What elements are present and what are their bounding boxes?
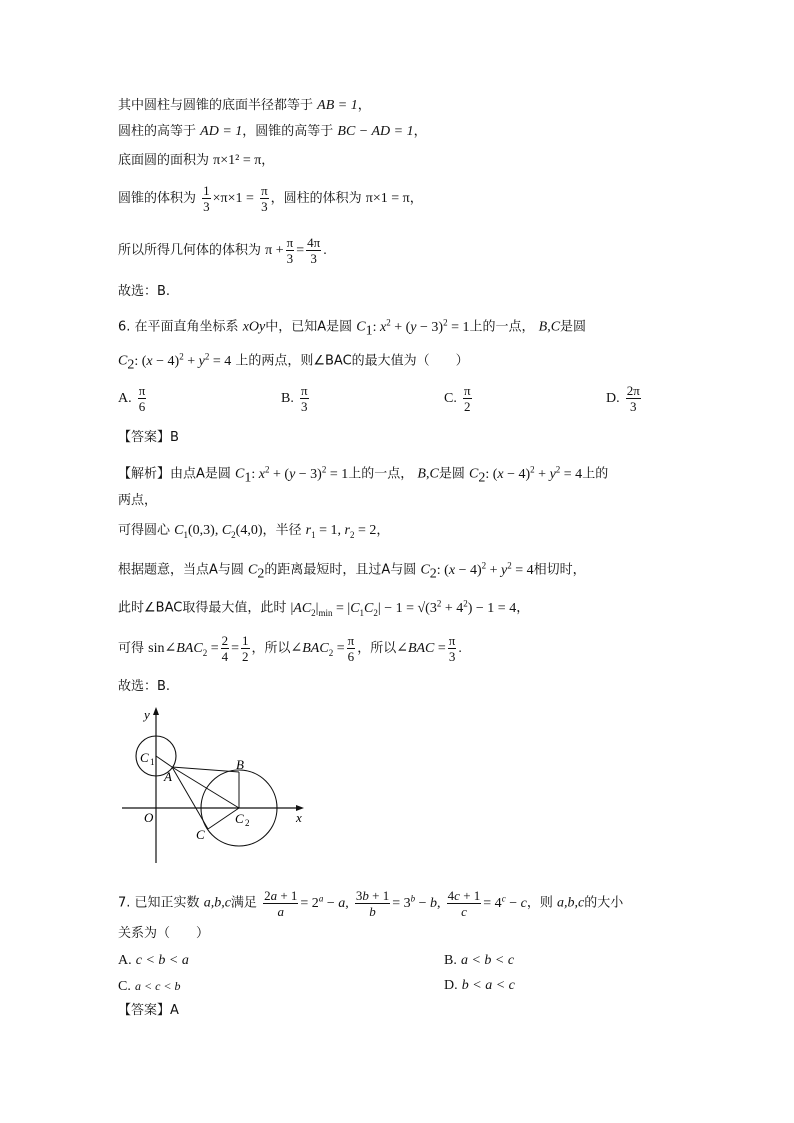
question-6: 6. 在平面直角坐标系 xOy中，已知A是圆 $C_1$: $x^2 + (y - 3)^2 = 1$上的一点， B,C是圆 <box>118 317 587 339</box>
line-a-b <box>172 767 239 772</box>
label-y: y <box>144 707 150 722</box>
geometry-figure <box>118 705 318 870</box>
label-c: C <box>196 827 205 842</box>
label-o: O <box>144 810 154 825</box>
label-b: B <box>236 757 244 772</box>
text-line: 其中圆柱与圆锥的底面半径都等于 AB = 1， <box>118 98 371 113</box>
option-d: D. $\frac{2\pi}{3}$ <box>606 383 640 414</box>
choose-line: 故选：B. <box>118 679 171 694</box>
question-7: 7. 已知正实数 a,b,c满足 $\frac{2a + 1}{a}$ = $2^a - a$, $\frac{3b + 1}{b}$ = $3^b - b$, $\frac{4c + 1}{c}$ = $4^c - c$，则 a,b,c的大小 <box>118 887 624 919</box>
text-line: 底面圆的面积为 π×1² = π， <box>118 153 275 168</box>
fraction: $\frac{\pi}{3}$ <box>261 183 268 214</box>
svg-text:1: 1 <box>150 757 155 767</box>
label-x: x <box>296 810 302 825</box>
choose-line: 故选：B. <box>118 284 171 299</box>
analysis-line: 此时∠BAC取得最大值，此时 $|AC_2|_{min} = |C_1C_2| - 1 = √(3^2 + 4^2) - 1 = 4$， <box>118 598 530 618</box>
text-line: 圆锥的体积为 $\frac{1}{3}$ ×π×1 = $\frac{\pi}{3}$ ，圆柱的体积为 π×1 = π， <box>118 183 423 214</box>
option-b: B. $\frac{\pi}{3}$ <box>281 383 308 414</box>
analysis-line: 两点， <box>118 493 158 508</box>
analysis-line: 【解析】由点A是圆 $C_1$: $x^2 + (y - 3)^2 = 1$上的一点， B,C是圆 $C_2$: $(x - 4)^2 + y^2 = 4$上的 <box>118 464 609 486</box>
line-a-c2 <box>172 767 239 808</box>
answer-label: 【答案】A <box>118 1003 179 1018</box>
fraction: $\frac{1}{3}$ <box>203 183 210 214</box>
text-line: 圆柱的高等于 AD = 1，圆锥的高等于 BC − AD = 1， <box>118 124 427 139</box>
option-c: C. $\frac{\pi}{2}$ <box>444 383 471 414</box>
label-a: A <box>164 769 172 784</box>
svg-text:2: 2 <box>245 818 250 828</box>
option-c: C. a < c < b <box>118 979 181 994</box>
option-b: B. a < b < c <box>444 953 515 968</box>
answer-label: 【答案】B <box>118 430 179 445</box>
question-6-line2: $C_2$: $(x - 4)^2 + y^2 = 4$ 上的两点，则∠BAC的最大值为（ ） <box>118 351 469 373</box>
question-7-line2: 关系为（ ） <box>118 926 210 941</box>
option-a: A. c < b < a <box>118 953 189 968</box>
analysis-line: 可得圆心 $C_1(0,3)$, $C_2(4,0)$，半径 $r_1 = 1$, $r_2 = 2$， <box>118 523 390 540</box>
fraction: $\frac{\pi}{3}$ <box>286 235 294 266</box>
line-c1-a <box>156 756 172 767</box>
analysis-line: 可得 $\sin\angle BAC_2$ = $\frac{2}{4}$ = $\frac{1}{2}$ ，所以$\angle BAC_2$ = $\frac{\pi}{6}$ ，所以∠BAC = $\frac{\pi}{3}$ . <box>118 633 462 664</box>
fraction: $\frac{4\pi}{3}$ <box>307 235 321 266</box>
option-d: D. b < a < c <box>444 978 515 993</box>
y-axis-arrow <box>153 707 159 715</box>
analysis-line: 根据题意，当点A与圆 $C_2$的距离最短时，且过A与圆 $C_2$: $(x - 4)^2 + y^2 = 4$相切时， <box>118 560 586 582</box>
option-a: A. $\frac{\pi}{6}$ <box>118 383 146 414</box>
text-line: 所以所得几何体的体积为 π + $\frac{\pi}{3}$ = $\frac{4\pi}{3}$ . <box>118 235 327 266</box>
label-c1: C <box>140 750 149 765</box>
label-c2: C <box>235 811 244 826</box>
